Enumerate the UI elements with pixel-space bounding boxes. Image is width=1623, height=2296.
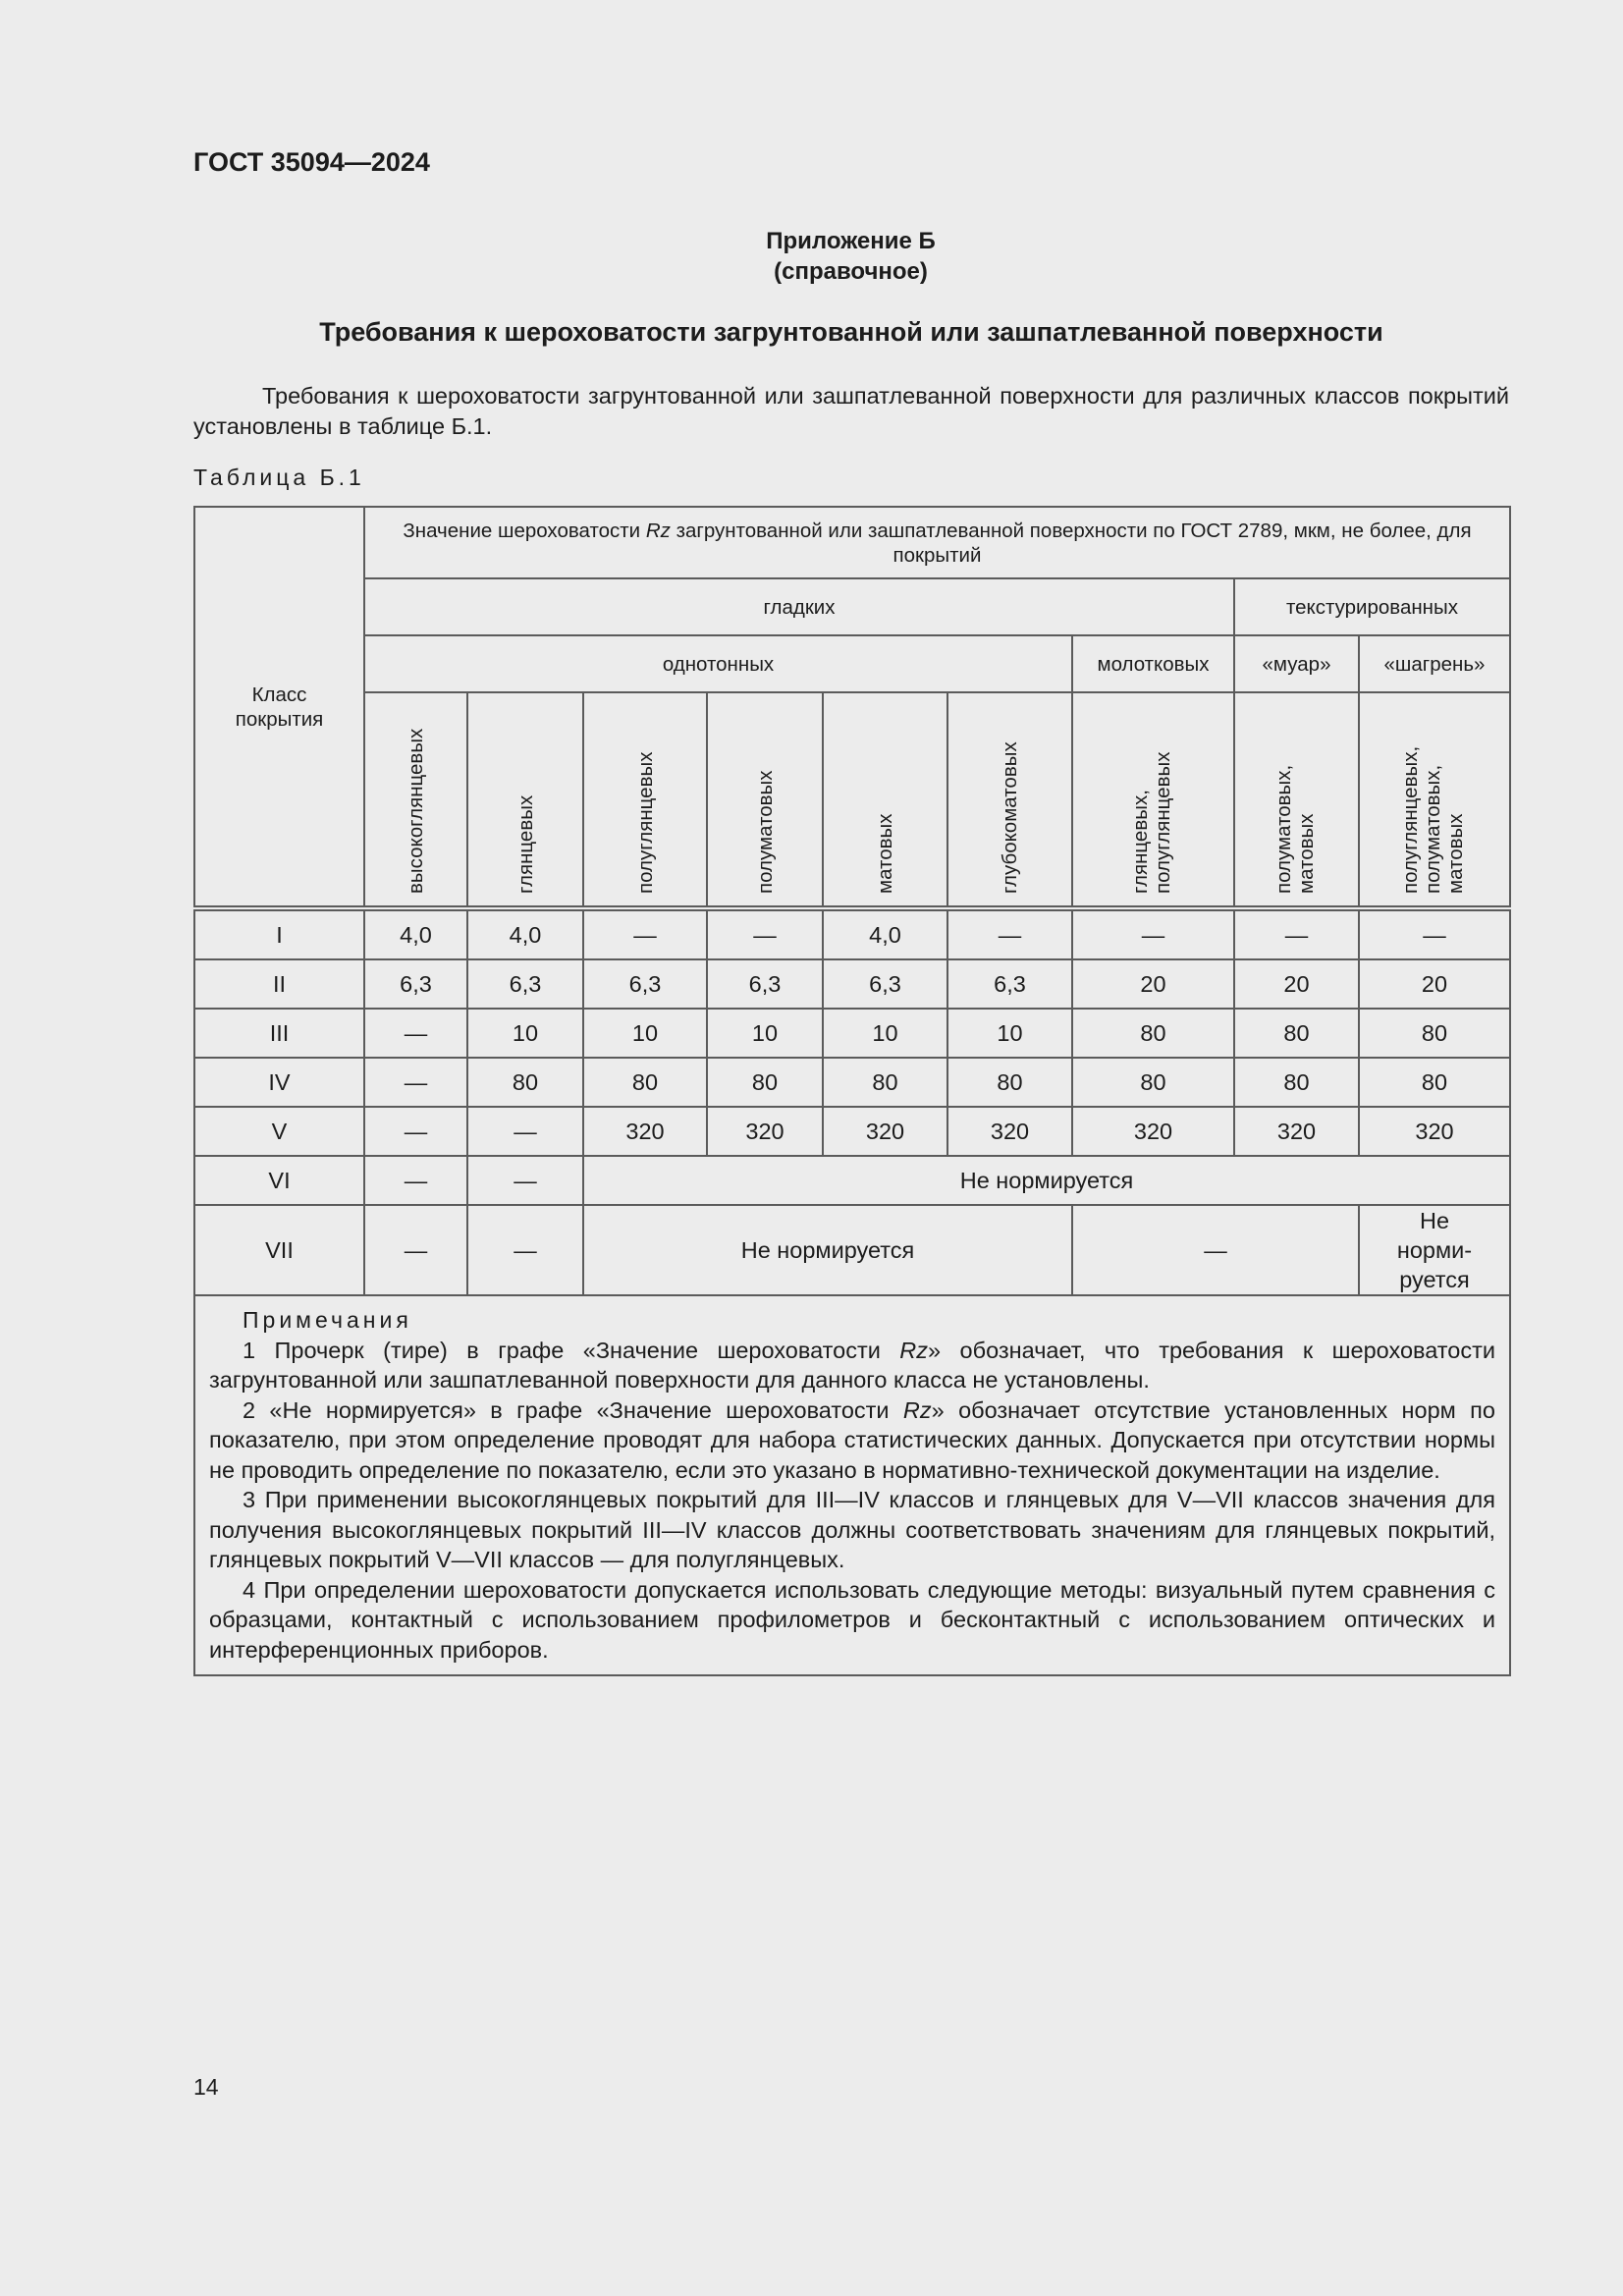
value-cell: 10 <box>583 1009 707 1058</box>
value-cell: 20 <box>1072 959 1234 1009</box>
value-cell: 6,3 <box>583 959 707 1009</box>
column-header: глянцевых <box>467 692 583 908</box>
note-1: 1 Прочерк (тире) в графе «Значение шероховатости Rz» обозначает, что требования к шероховатости загрунтованной или зашпатлеванной поверхности для данного класса не установлены. <box>209 1337 1495 1393</box>
appendix-title: Приложение Б <box>766 228 936 254</box>
value-cell: 320 <box>1234 1107 1359 1156</box>
value-cell: — <box>707 908 823 959</box>
value-cell: 20 <box>1359 959 1510 1009</box>
document-id: ГОСТ 35094—2024 <box>193 147 430 177</box>
column-header: высокоглянцевых <box>364 692 467 908</box>
value-cell: — <box>947 908 1072 959</box>
page-number: 14 <box>193 2074 219 2100</box>
value-cell: 80 <box>823 1058 947 1107</box>
value-cell: — <box>583 908 707 959</box>
table-caption: Таблица Б.1 <box>193 465 365 490</box>
section-title: Требования к шероховатости загрунтованной или зашпатлеванной поверхности <box>319 317 1383 347</box>
value-cell: — <box>1234 908 1359 959</box>
value-cell: 10 <box>947 1009 1072 1058</box>
class-cell: I <box>194 908 364 959</box>
table-row <box>194 1009 1510 1058</box>
value-cell: — <box>1359 908 1510 959</box>
column-header: полуглянцевых, полуматовых, матовых <box>1359 692 1510 908</box>
value-cell: 4,0 <box>364 908 467 959</box>
appendix-subtitle: (справочное) <box>774 258 928 285</box>
value-cell: 320 <box>707 1107 823 1156</box>
value-cell: — <box>467 1156 583 1205</box>
value-cell: 10 <box>467 1009 583 1058</box>
appendix-heading <box>0 226 1623 287</box>
not-normalized-cell: Не нормируется <box>583 1205 1072 1295</box>
value-cell: — <box>1072 908 1234 959</box>
class-cell: III <box>194 1009 364 1058</box>
value-cell: — <box>364 1107 467 1156</box>
value-cell: — <box>467 1205 583 1295</box>
sub-hammer: молотковых <box>1072 635 1234 692</box>
note-3: 3 При применении высокоглянцевых покрытий для III—IV классов и глянцевых для V—VII классов значения для получения высокоглянцевых покрытий III—IV классов должны соответствовать значениям для глянцевых покрытий, глянцевых покрытий V—VII классов — для полуглянцевых. <box>209 1487 1495 1572</box>
value-cell: 6,3 <box>947 959 1072 1009</box>
value-cell: 320 <box>823 1107 947 1156</box>
table-row <box>194 1058 1510 1107</box>
class-cell: VI <box>194 1156 364 1205</box>
value-cell: 6,3 <box>364 959 467 1009</box>
value-cell: — <box>467 1107 583 1156</box>
value-cell: 320 <box>583 1107 707 1156</box>
value-cell: 80 <box>947 1058 1072 1107</box>
value-cell: 320 <box>947 1107 1072 1156</box>
value-cell: 80 <box>1072 1058 1234 1107</box>
notes-title: Примечания <box>243 1307 412 1333</box>
value-cell: 4,0 <box>823 908 947 959</box>
class-header: Класс покрытия <box>194 507 364 908</box>
value-cell: 4,0 <box>467 908 583 959</box>
note-4: 4 При определении шероховатости допускается использовать следующие методы: визуальный путем сравнения с образцами, контактный с использованием профилометров и бесконтактный с использованием оптических и интерференционных приборов. <box>209 1576 1495 1663</box>
value-cell: 80 <box>1234 1009 1359 1058</box>
value-cell: 10 <box>707 1009 823 1058</box>
value-cell: 20 <box>1234 959 1359 1009</box>
value-cell: — <box>364 1156 467 1205</box>
group-smooth: гладких <box>364 578 1234 635</box>
value-cell: 80 <box>1072 1009 1234 1058</box>
table-row <box>194 959 1510 1009</box>
value-cell: 80 <box>707 1058 823 1107</box>
value-cell: — <box>1072 1205 1359 1295</box>
value-cell: 320 <box>1359 1107 1510 1156</box>
roughness-table <box>193 506 1509 1676</box>
value-cell: 6,3 <box>823 959 947 1009</box>
table-row <box>194 1107 1510 1156</box>
class-cell: VII <box>194 1205 364 1295</box>
value-cell: 80 <box>1234 1058 1359 1107</box>
sub-shagreen: «шагрень» <box>1359 635 1510 692</box>
value-cell: 10 <box>823 1009 947 1058</box>
not-normalized-cell: Не нормируется <box>583 1156 1510 1205</box>
sub-moire: «муар» <box>1234 635 1359 692</box>
class-cell: V <box>194 1107 364 1156</box>
table-row <box>194 1156 1510 1205</box>
sub-monotone: однотонных <box>364 635 1072 692</box>
value-cell: 80 <box>583 1058 707 1107</box>
value-cell: 80 <box>1359 1058 1510 1107</box>
value-cell: — <box>364 1009 467 1058</box>
column-header: глянцевых, полуглянцевых <box>1072 692 1234 908</box>
column-header: полуглянцевых <box>583 692 707 908</box>
not-normalized-cell <box>1359 1205 1510 1295</box>
intro-paragraph: Требования к шероховатости загрунтованной или зашпатлеванной поверхности для различных классов покрытий установлены в таблице Б.1. <box>193 383 1509 439</box>
column-header: полуматовых, матовых <box>1234 692 1359 908</box>
value-cell: — <box>364 1205 467 1295</box>
table-row <box>194 908 1510 959</box>
column-header: глубокоматовых <box>947 692 1072 908</box>
class-cell: II <box>194 959 364 1009</box>
value-cell: 6,3 <box>467 959 583 1009</box>
value-cell: 80 <box>1359 1009 1510 1058</box>
column-header: матовых <box>823 692 947 908</box>
notes-row <box>194 1295 1510 1675</box>
notes <box>194 1295 1510 1675</box>
group-textured: текстурированных <box>1234 578 1510 635</box>
value-header: Значение шероховатости Rz загрунтованной или зашпатлеванной поверхности по ГОСТ 2789, мкм, не более, для покрытий <box>364 507 1510 578</box>
value-cell: 80 <box>467 1058 583 1107</box>
column-header: полуматовых <box>707 692 823 908</box>
note-2: 2 «Не нормируется» в графе «Значение шероховатости Rz» обозначает отсутствие установленных норм по показателю, при этом определение проводят для набора статистических данных. Допускается при отсутствии нормы не проводить определение по показателю, если это указано в нормативно-технической документации на изделие. <box>209 1396 1495 1483</box>
class-cell: IV <box>194 1058 364 1107</box>
value-cell: 320 <box>1072 1107 1234 1156</box>
value-cell: — <box>364 1058 467 1107</box>
table-row <box>194 1205 1510 1295</box>
value-cell: 6,3 <box>707 959 823 1009</box>
not-normalized-text: Не норми-руется <box>1396 1208 1473 1292</box>
